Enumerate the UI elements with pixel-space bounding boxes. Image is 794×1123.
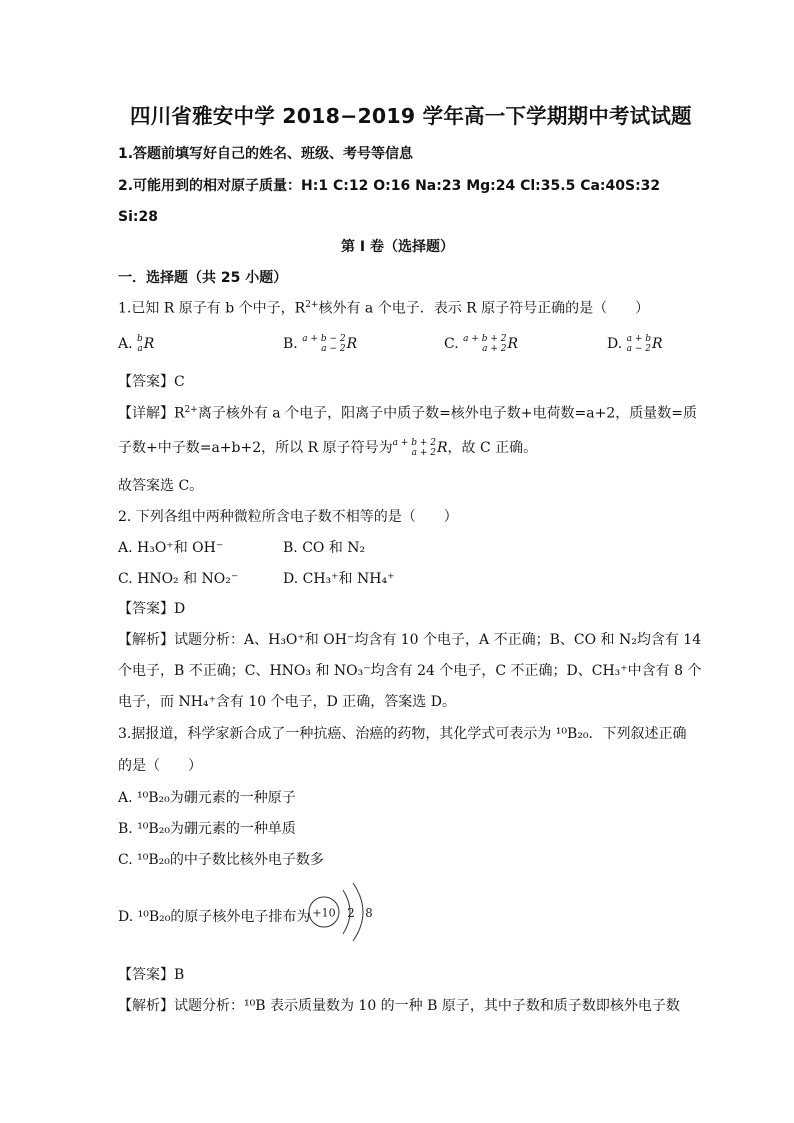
- nuclide-scripts: a + b a − 2: [626, 334, 652, 354]
- electron-shell-diagram: [307, 880, 387, 944]
- q3-stem-1: 3.据报道，科学家新合成了一种抗癌、治癌的药物，其化学式可表示为 ¹⁰B₂₀．下列叙述正确: [118, 726, 687, 742]
- q2-stem: 2. 下列各组中两种微粒所含电子数不相等的是（ ）: [118, 509, 458, 525]
- q1-detail-line-2: 子数+中子数=a+b+2，所以 R 原子符号为 a + b + 2 a + 2 R，故 C 正确。: [118, 438, 538, 458]
- q2-analysis-2: 个电子，B 不正确；C、HNO₃ 和 NO₃⁻均含有 24 个电子，C 不正确；D、CH₃⁺中含有 8 个: [118, 663, 702, 679]
- q1-stem: 1.已知 R 原子有 b 个中子，$R^{2+}$核外有 a 个电子．表示 R 原子符号正确的是（ ）: [118, 300, 650, 317]
- nuclide-scripts: a + b + 2 a + 2: [463, 334, 507, 354]
- nuclide-scripts: a + b − 2 a − 2: [302, 334, 346, 354]
- nuclide-scripts: a + b + 2 a + 2: [392, 438, 436, 458]
- q3-analysis-1: 【解析】试题分析：¹⁰B 表示质量数为 10 的一种 B 原子，其中子数和质子数即核外电子数: [118, 998, 680, 1014]
- q1-option-d[interactable]: D. a + b a − 2 R: [607, 334, 663, 354]
- section-title: 第 I 卷（选择题）: [341, 239, 454, 255]
- q2-option-b[interactable]: B. CO 和 N₂: [283, 540, 366, 556]
- q1-option-c[interactable]: C. a + b + 2 a + 2 R: [444, 334, 519, 354]
- shell-2-count: 8: [365, 906, 373, 920]
- q2-analysis-1: 【解析】试题分析：A、H₃O⁺和 OH⁻均含有 10 个电子，A 不正确；B、CO 和 N₂均含有 14: [118, 632, 702, 648]
- q3-option-b[interactable]: B. ¹⁰B₂₀为硼元素的一种单质: [118, 821, 296, 837]
- q2-option-d[interactable]: D. CH₃⁺和 NH₄⁺: [283, 571, 395, 587]
- note-1: 1.答题前填写好自己的姓名、班级、考号等信息: [118, 146, 414, 162]
- q2-option-c[interactable]: C. HNO₂ 和 NO₂⁻: [118, 571, 239, 587]
- q3-option-c[interactable]: C. ¹⁰B₂₀的中子数比核外电子数多: [118, 852, 324, 868]
- q3-answer: 【答案】B: [118, 967, 185, 983]
- part-title: 一．选择题（共 25 小题）: [118, 270, 288, 286]
- q1-answer: 【答案】C: [118, 374, 185, 390]
- shell-1-count: 2: [347, 906, 355, 920]
- note-3: Si:28: [118, 209, 158, 225]
- q1-conclusion: 故答案选 C。: [118, 478, 204, 494]
- q1-option-a[interactable]: A. b a R: [118, 334, 155, 354]
- q3-stem-2: 的是（ ）: [118, 758, 202, 774]
- q1-option-b[interactable]: B. a + b − 2 a − 2 R: [283, 334, 358, 354]
- q3-option-d[interactable]: D. ¹⁰B₂₀的原子核外电子排布为: [118, 909, 311, 925]
- nucleus-charge: +10: [312, 906, 336, 920]
- q2-option-a[interactable]: A. H₃O⁺和 OH⁻: [118, 540, 224, 556]
- q3-option-a[interactable]: A. ¹⁰B₂₀为硼元素的一种原子: [118, 790, 296, 806]
- page-title: 四川省雅安中学 2018−2019 学年高一下学期期中考试试题: [130, 104, 692, 128]
- nuclide-scripts: b a: [137, 334, 143, 354]
- note-2: 2.可能用到的相对原子质量：H:1 C:12 O:16 Na:23 Mg:24 Cl:35.5 Ca:40S:32: [118, 178, 661, 194]
- q2-answer: 【答案】D: [118, 601, 186, 617]
- q1-detail-line-1: 【详解】$R^{2+}$离子核外有 a 个电子，阳离子中质子数=核外电子数+电荷数=a+2，质量数=质: [118, 405, 697, 422]
- q2-analysis-3: 电子，而 NH₄⁺含有 10 个电子，D 正确，答案选 D。: [118, 694, 456, 710]
